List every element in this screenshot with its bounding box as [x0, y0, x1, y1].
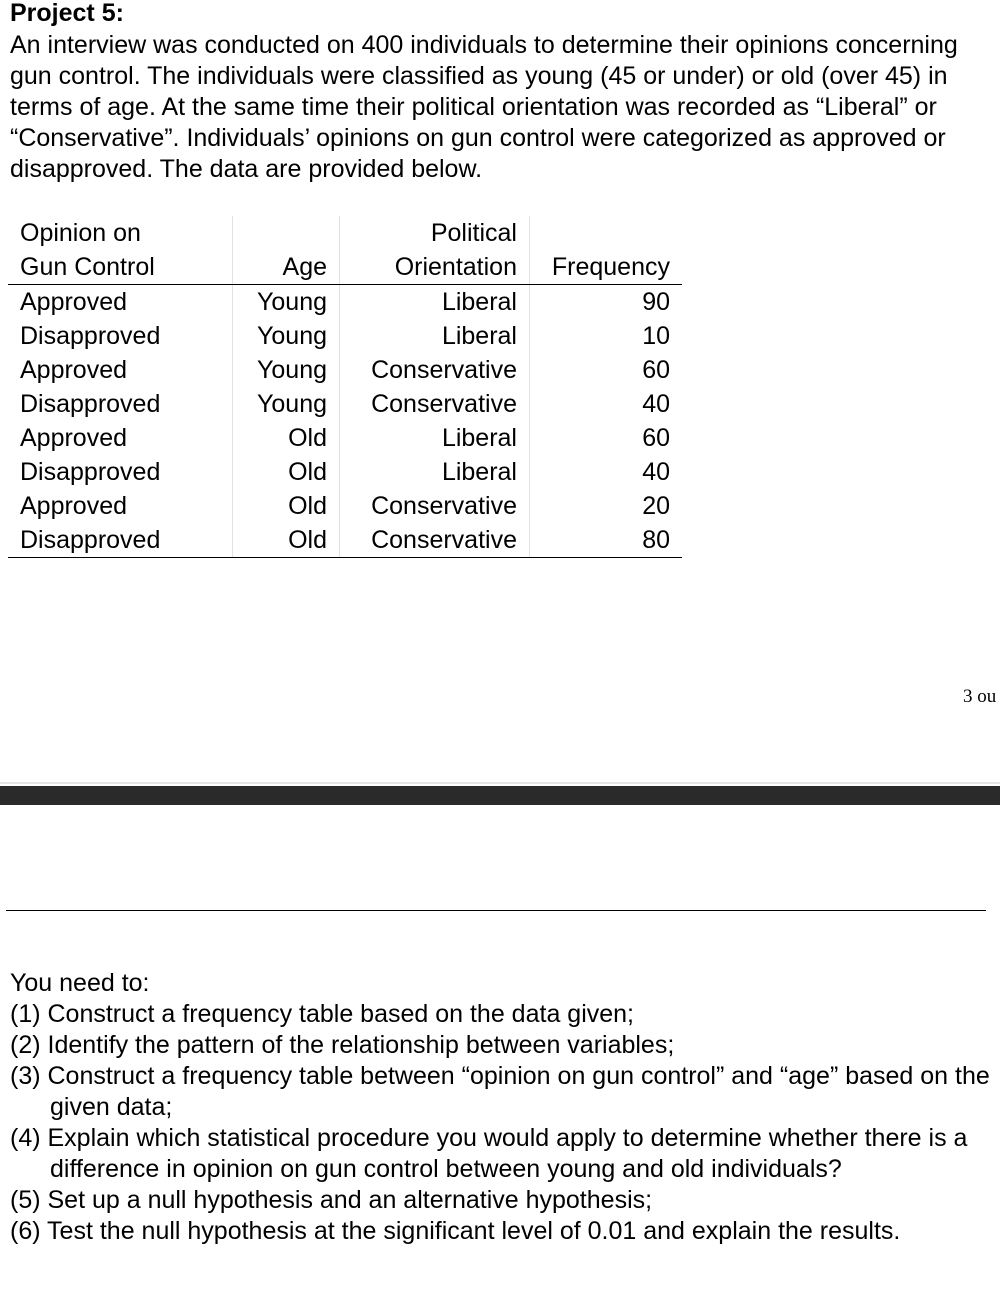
cell-opinion: Disapproved: [8, 523, 233, 558]
cell-opinion: Approved: [8, 421, 233, 455]
cell-frequency: 90: [642, 288, 670, 316]
task-heading: You need to:: [10, 969, 150, 997]
cell-political: Conservative: [340, 489, 530, 523]
cell-opinion: Disapproved: [8, 455, 233, 489]
cell-frequency: 40: [642, 458, 670, 486]
table-header-row: [8, 216, 682, 250]
table-row: [8, 523, 682, 558]
cell-opinion: Approved: [8, 285, 233, 320]
table-row: [8, 319, 682, 353]
cell-opinion: Approved: [8, 489, 233, 523]
task-item: (2) Identify the pattern of the relationship between variables;: [10, 1031, 675, 1059]
cell-age: Young: [233, 387, 340, 421]
table-row: [8, 455, 682, 489]
header-age-blank: [233, 216, 340, 250]
cell-opinion: Disapproved: [8, 319, 233, 353]
cell-age: Old: [233, 489, 340, 523]
table-row: [8, 421, 682, 455]
header-age: Age: [233, 250, 340, 285]
cell-opinion: Disapproved: [8, 387, 233, 421]
task-item: (6) Test the null hypothesis at the significant level of 0.01 and explain the results.: [10, 1217, 901, 1245]
table-row: [8, 285, 682, 320]
page-gap: [0, 782, 1000, 784]
header-frequency: Frequency: [530, 250, 683, 285]
cell-frequency: 20: [642, 492, 670, 520]
cell-frequency: 10: [642, 322, 670, 350]
task-list: [10, 999, 995, 1247]
task-section: [10, 968, 995, 1247]
task-item: (4) Explain which statistical procedure you would apply to determine whether there is a difference in opinion on gun control between young and old individuals?: [10, 1124, 968, 1183]
data-table: [8, 216, 682, 558]
cell-political: Liberal: [340, 319, 530, 353]
cell-political: Liberal: [340, 455, 530, 489]
cell-age: Young: [233, 319, 340, 353]
header-opinion-line1: Opinion on: [8, 216, 233, 250]
task-item: (5) Set up a null hypothesis and an alternative hypothesis;: [10, 1186, 653, 1214]
header-opinion-line2: Gun Control: [8, 250, 233, 285]
cell-political: Conservative: [340, 387, 530, 421]
header-political-line1: Political: [340, 216, 530, 250]
intro-paragraph: An interview was conducted on 400 individuals to determine their opinions concerning gun control. The individuals were classified as young (45 or under) or old (over 45) in terms of age. At the same time their political orientation was recorded as “Liberal” or “Conservative”. Individuals’ opinions on gun control were categorized as approved or disapproved. The data are provided below.: [10, 31, 958, 183]
cell-age: Old: [233, 523, 340, 558]
table-row: [8, 387, 682, 421]
header-frequency-blank: [530, 216, 683, 250]
task-item: (1) Construct a frequency table based on the data given;: [10, 1000, 634, 1028]
page-number-fragment: 3 ou: [963, 686, 997, 707]
cell-frequency: 60: [642, 424, 670, 452]
header-political-line2: Orientation: [340, 250, 530, 285]
cell-frequency: 40: [642, 390, 670, 418]
cell-frequency: 60: [642, 356, 670, 384]
table-header-row: [8, 250, 682, 285]
cell-political: Conservative: [340, 523, 530, 558]
task-item: (3) Construct a frequency table between “opinion on gun control” and “age” based on the given data;: [10, 1062, 990, 1121]
cell-political: Conservative: [340, 353, 530, 387]
horizontal-rule: [6, 910, 986, 911]
table-row: [8, 489, 682, 523]
cell-frequency: 80: [530, 523, 683, 558]
cell-age: Old: [233, 455, 340, 489]
cell-age: Old: [233, 421, 340, 455]
project-title: Project 5:: [10, 0, 124, 27]
page-separator-band: [0, 786, 1000, 805]
cell-age: Young: [233, 353, 340, 387]
cell-age: Young: [233, 285, 340, 320]
cell-political: Liberal: [340, 285, 530, 320]
cell-opinion: Approved: [8, 353, 233, 387]
table-row: [8, 353, 682, 387]
cell-political: Liberal: [340, 421, 530, 455]
